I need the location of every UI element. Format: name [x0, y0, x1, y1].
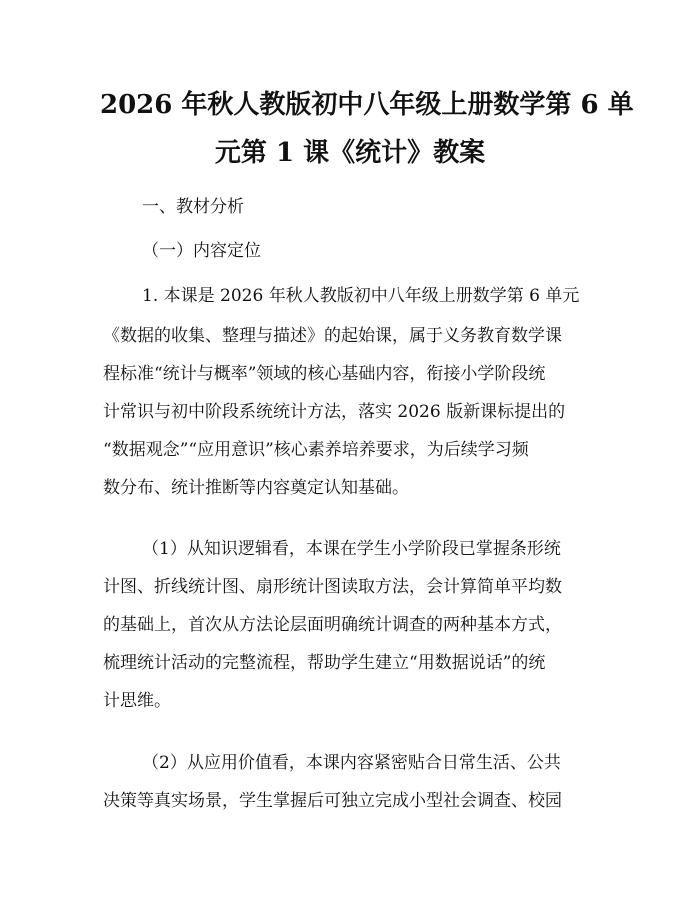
paragraph-2-line-3: 的基础上，首次从方法论层面明确统计调查的两种基本方式，	[103, 615, 562, 635]
paragraph-2-line-4: 梳理统计活动的完整流程，帮助学生建立“用数据说话”的统	[103, 653, 546, 673]
paragraph-1-line-1: 1. 本课是 2026 年秋人教版初中八年级上册数学第 6 单元	[142, 286, 580, 306]
paragraph-2-line-1: （1）从知识逻辑看，本课在学生小学阶段已掌握条形统	[142, 539, 561, 559]
paragraph-1-line-2: 《数据的收集、整理与描述》的起始课，属于义务教育数学课	[103, 326, 562, 346]
document-title-line-1: 2026 年秋人教版初中八年级上册数学第 6 单	[100, 90, 634, 120]
section-heading-2: （一）内容定位	[142, 241, 261, 261]
paragraph-1-line-6: 数分布、统计推断等内容奠定认知基础。	[103, 478, 409, 498]
paragraph-1-line-5: “数据观念”“应用意识”核心素养培养要求，为后续学习频	[103, 440, 529, 460]
paragraph-3-line-1: （2）从应用价值看，本课内容紧密贴合日常生活、公共	[142, 753, 561, 773]
paragraph-2-line-5: 计思维。	[103, 691, 171, 711]
paragraph-1-line-3: 程标准“统计与概率”领域的核心基础内容，衔接小学阶段统	[103, 364, 546, 384]
section-heading-1: 一、教材分析	[142, 197, 244, 217]
paragraph-1-line-4: 计常识与初中阶段系统统计方法，落实 2026 版新课标提出的	[103, 402, 566, 422]
paragraph-3-line-2: 决策等真实场景，学生掌握后可独立完成小型社会调查、校园	[103, 791, 562, 811]
document-title-line-2: 元第 1 课《统计》教案	[214, 138, 486, 168]
paragraph-2-line-2: 计图、折线统计图、扇形统计图读取方法，会计算简单平均数	[103, 577, 562, 597]
